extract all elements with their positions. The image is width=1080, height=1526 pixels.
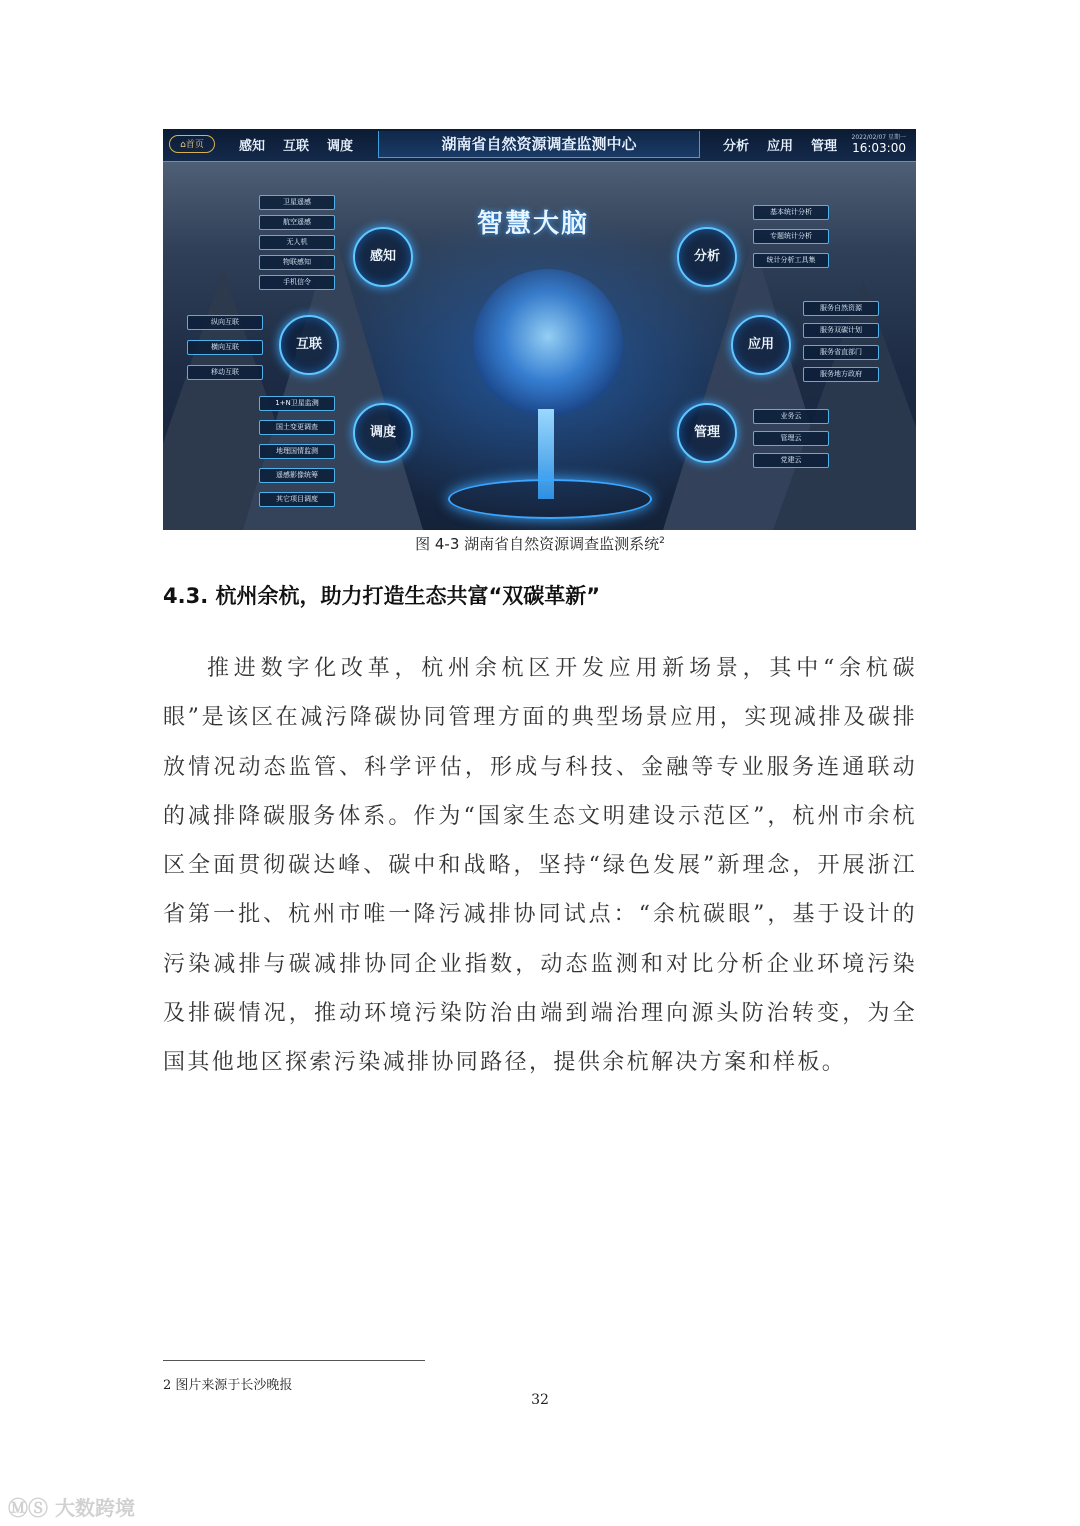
nav-guanli[interactable]: 管理 <box>811 139 838 154</box>
body-paragraph: 推进数字化改革，杭州余杭区开发应用新场景，其中“余杭碳眼”是该区在减污降碳协同管理方面的典型场景应用，实现减排及碳排放情况动态监管、科学评估，形成与科技、金融等专业服务连通联动的减排降碳服务体系。作为“国家生态文明建设示范区”，杭州市余杭区全面贯彻碳达峰、碳中和战略，坚持“绿色发展”新理念，开展浙江省第一批、杭州市唯一降污减排协同试点：“余杭碳眼”，基于设计的污染减排与碳减排协同企业指数，动态监测和对比分析企业环境污染及排碳情况，推动环境污染防治由端到端治理向源头防治转变，为全国其他地区探索污染减排协同路径，提供余杭解决方案和样板。 <box>163 656 917 1076</box>
diaodu-item[interactable]: 国土变更调查 <box>259 420 335 435</box>
fenxi-item[interactable]: 基本统计分析 <box>753 205 829 220</box>
yingyong-item[interactable]: 服务地方政府 <box>803 367 879 382</box>
hub-diaodu[interactable]: 调度 <box>353 403 413 463</box>
nav-diaodu[interactable]: 调度 <box>327 139 354 154</box>
ganzhi-item[interactable]: 物联感知 <box>259 255 335 270</box>
yingyong-item[interactable]: 服务双碳计划 <box>803 323 879 338</box>
fenxi-item[interactable]: 专题统计分析 <box>753 229 829 244</box>
diaodu-item[interactable]: 1+N卫星监测 <box>259 396 335 411</box>
mountain-shape <box>773 280 916 530</box>
guanli-item[interactable]: 业务云 <box>753 409 829 424</box>
footnote-divider <box>163 1360 425 1361</box>
dashboard-title: 湖南省自然资源调查监测中心 <box>378 131 700 158</box>
dashboard-clock: 16:03:00 <box>852 141 906 155</box>
hub-ganzhi[interactable]: 感知 <box>353 227 413 287</box>
nav-ganzhi[interactable]: 感知 <box>239 139 266 154</box>
hub-hulian[interactable]: 互联 <box>279 315 339 375</box>
smart-brain-title: 智慧大脑 <box>477 209 590 239</box>
ganzhi-item[interactable]: 手机信令 <box>259 275 335 290</box>
ganzhi-item[interactable]: 无人机 <box>259 235 335 250</box>
hub-guanli[interactable]: 管理 <box>677 403 737 463</box>
section-heading: 4.3. 杭州余杭，助力打造生态共富“双碳革新” <box>163 584 601 608</box>
nav-yingyong[interactable]: 应用 <box>767 139 794 154</box>
platform-ring-graphic <box>448 479 652 519</box>
hub-yingyong[interactable]: 应用 <box>731 315 791 375</box>
brain-graphic <box>473 269 623 419</box>
footnote-ref[interactable]: 2 <box>659 536 665 546</box>
watermark-logo: ⓂⓈ 大数跨境 <box>8 1496 135 1520</box>
yingyong-item[interactable]: 服务省直部门 <box>803 345 879 360</box>
guanli-item[interactable]: 党建云 <box>753 453 829 468</box>
footnote: 2 图片来源于长沙晚报 <box>163 1378 293 1393</box>
guanli-item[interactable]: 管理云 <box>753 431 829 446</box>
home-button[interactable]: ⌂首页 <box>169 135 215 153</box>
diaodu-item[interactable]: 遥感影像统筹 <box>259 468 335 483</box>
figure-image <box>163 129 916 530</box>
hulian-item[interactable]: 横向互联 <box>187 340 263 355</box>
nav-fenxi[interactable]: 分析 <box>723 139 750 154</box>
nav-hulian[interactable]: 互联 <box>283 139 310 154</box>
caption-text: 图 4-3 湖南省自然资源调查监测系统 <box>415 535 660 553</box>
ganzhi-item[interactable]: 卫星遥感 <box>259 195 335 210</box>
page-number: 32 <box>531 1392 549 1408</box>
hulian-item[interactable]: 移动互联 <box>187 365 263 380</box>
diaodu-item[interactable]: 地理国情监测 <box>259 444 335 459</box>
figure-caption <box>0 533 1080 554</box>
diaodu-item[interactable]: 其它项目调度 <box>259 492 335 507</box>
ganzhi-item[interactable]: 航空遥感 <box>259 215 335 230</box>
hub-fenxi[interactable]: 分析 <box>677 227 737 287</box>
fenxi-item[interactable]: 统计分析工具集 <box>753 253 829 268</box>
yingyong-item[interactable]: 服务自然资源 <box>803 301 879 316</box>
dashboard-date: 2022/02/07 星期一 <box>851 134 906 141</box>
dashboard-topbar <box>163 129 916 162</box>
hulian-item[interactable]: 纵向互联 <box>187 315 263 330</box>
